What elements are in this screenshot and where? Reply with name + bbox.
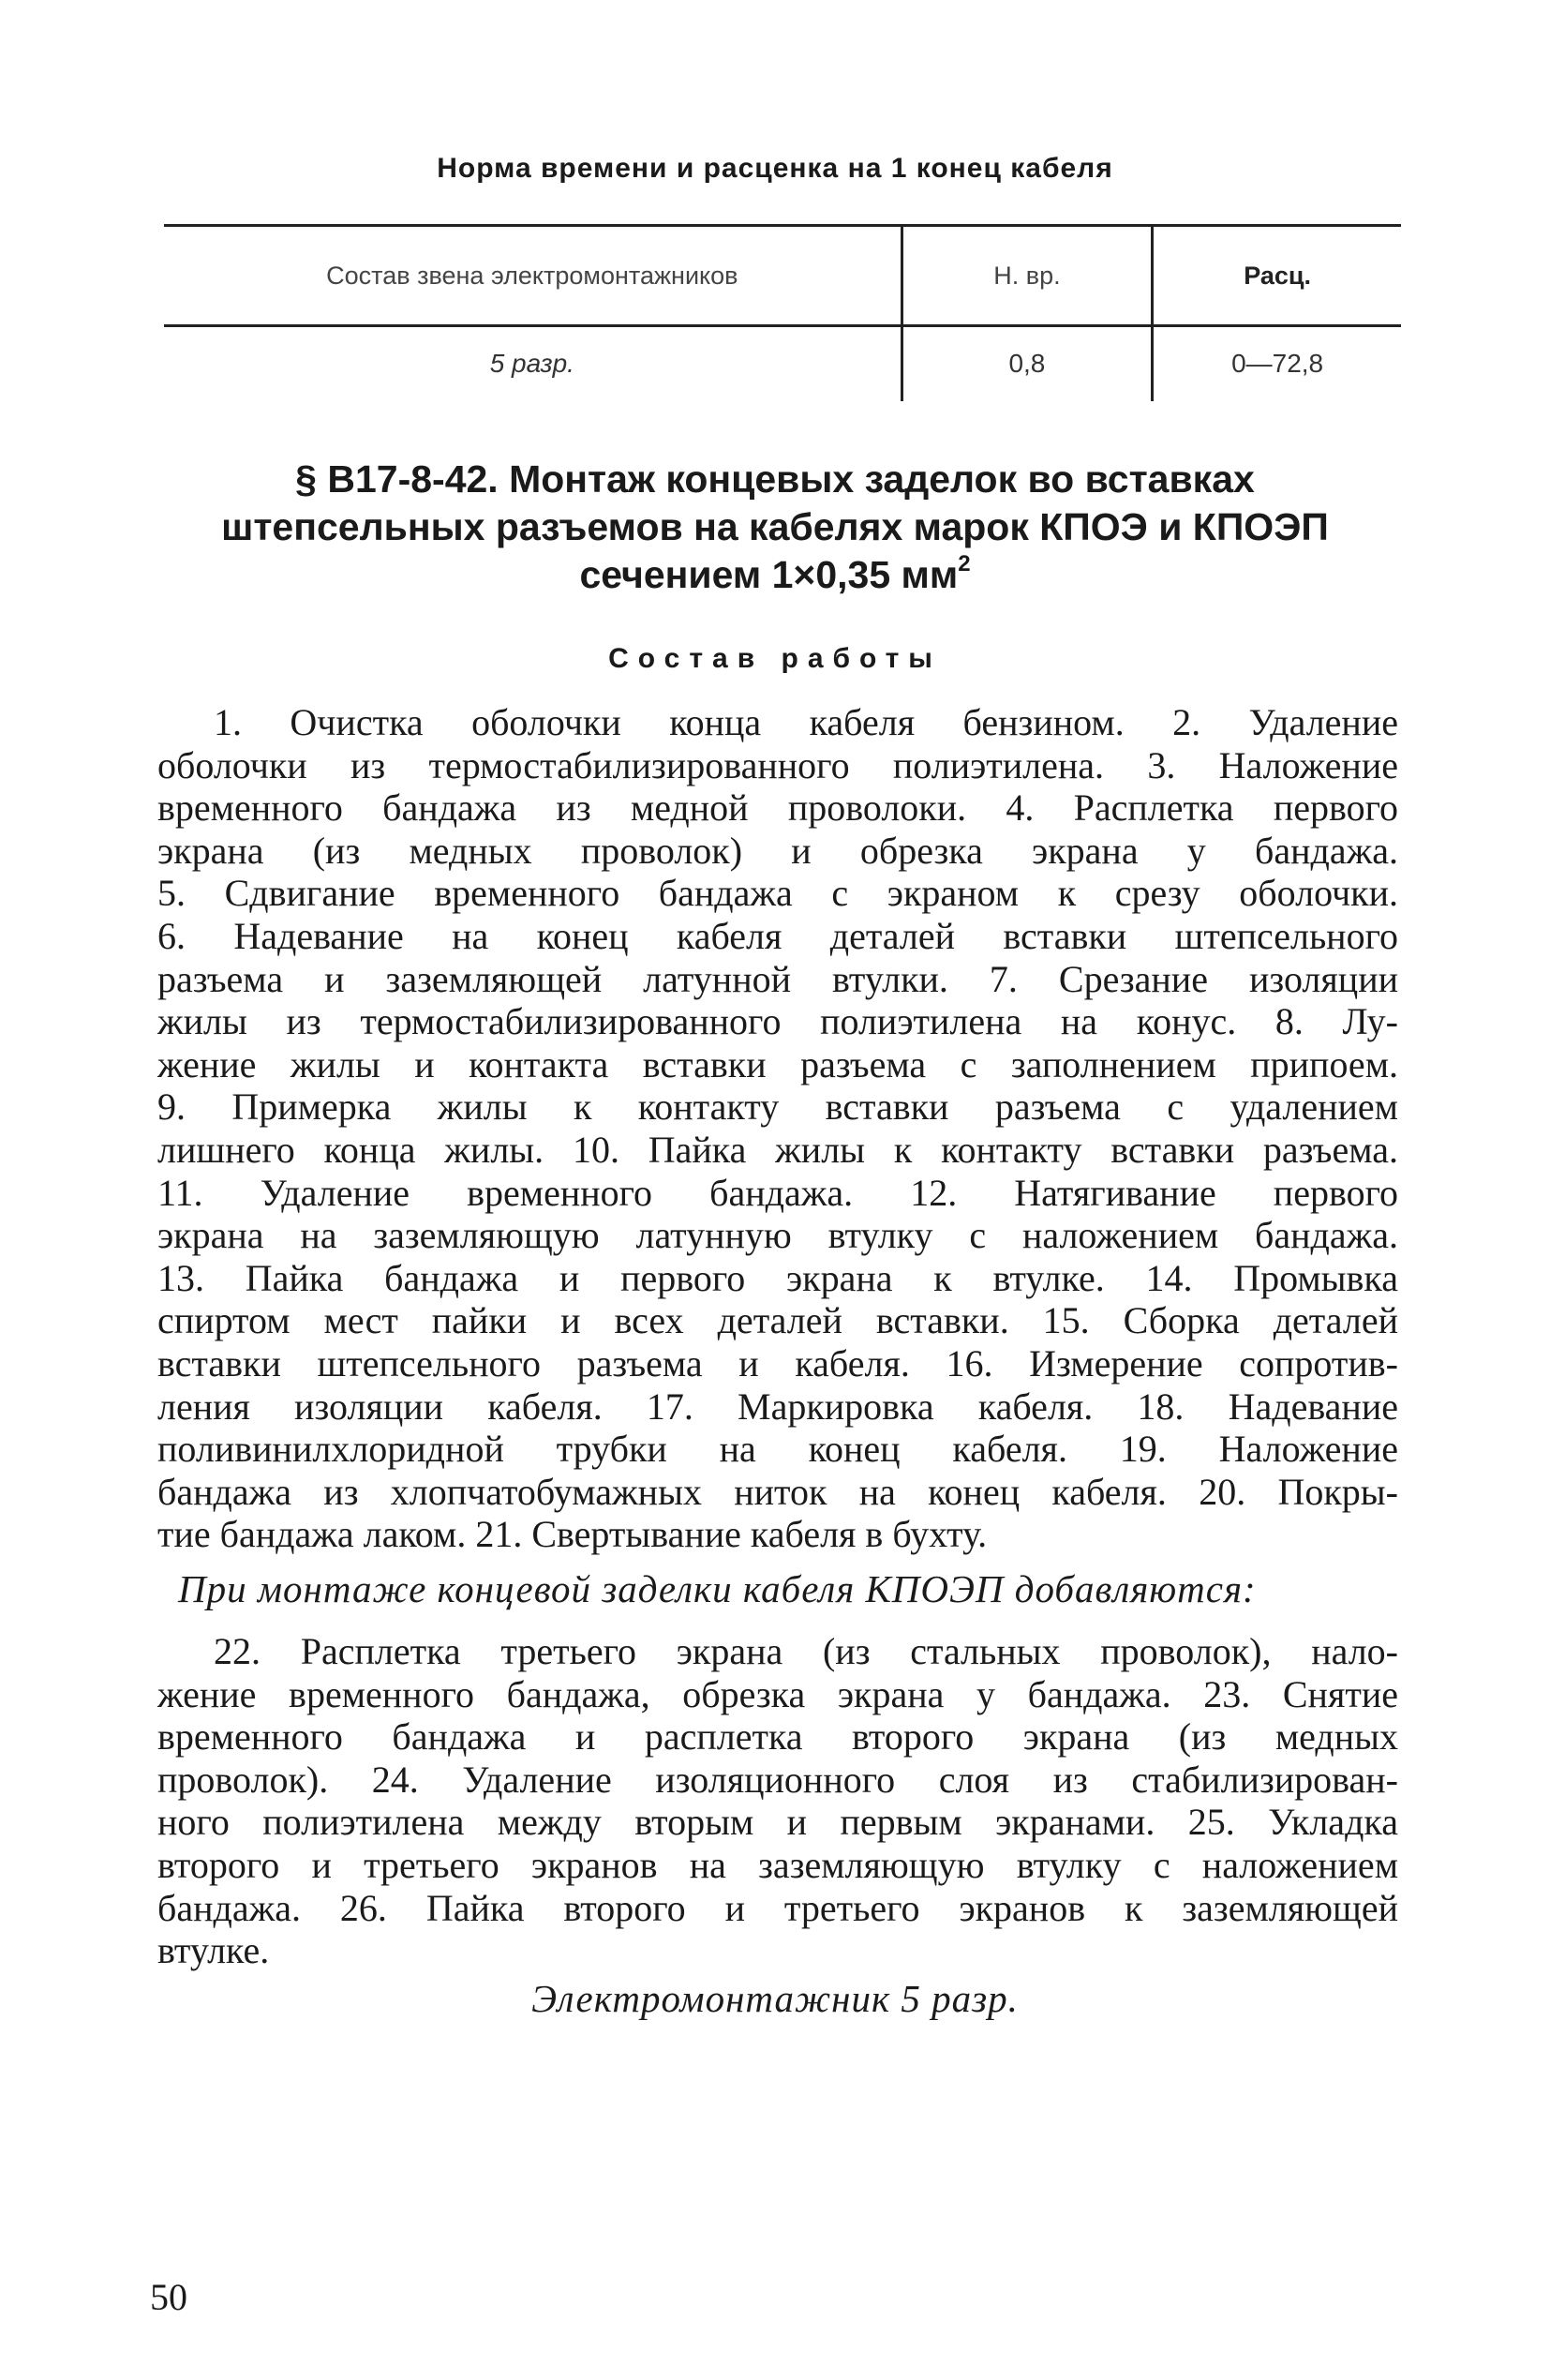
text-line: бандажа из хлопчатобумажных ниток на конец кабеля. 20. Покры- <box>157 1470 1398 1513</box>
kpoep-addition-text <box>157 1630 1398 1972</box>
text-line: бандажа. 26. Пайка второго и третьего экранов к заземляющей <box>157 1886 1398 1929</box>
table-row <box>164 326 1401 401</box>
text-line: временного бандажа из медной проволоки. 4. Расплетка первого <box>157 786 1398 830</box>
kpoep-addition-note: При монтаже концевой заделки кабеля КПОЭП добавляются: <box>178 1567 1257 1610</box>
text-line: 6. Надевание на конец кабеля деталей вставки штепсельного <box>157 914 1398 957</box>
text-line: экрана (из медных проволок) и обрезка экрана у бандажа. <box>157 829 1398 872</box>
text-line: 5. Сдвигание временного бандажа с экраном к срезу оболочки. <box>157 872 1398 915</box>
header-rate: Расц. <box>1153 226 1401 326</box>
text-line: лишнего конца жилы. 10. Пайка жилы к контакту вставки разъема. <box>157 1128 1398 1171</box>
text-line: 22. Расплетка третьего экрана (из стальных проволок), нало- <box>214 1630 1398 1672</box>
text-line: ления изоляции кабеля. 17. Маркировка кабеля. 18. Надевание <box>157 1385 1398 1428</box>
work-composition-subhead: Состав работы <box>608 643 942 674</box>
cell-grade: 5 разр. <box>489 349 574 379</box>
heading-line <box>141 551 1409 599</box>
heading-line: штепсельных разъемов на кабелях марок КПОЭ и КПОЭП <box>221 505 1329 548</box>
text-line: временного бандажа и расплетка второго экрана (из медных <box>157 1715 1398 1759</box>
text-line: экрана на заземляющую латунную втулку с наложением бандажа. <box>157 1214 1398 1257</box>
text-line: второго и третьего экранов на заземляющую втулку с наложением <box>157 1843 1398 1886</box>
text-line: тие бандажа лаком. 21. Свертывание кабеля в бухту. <box>157 1513 988 1556</box>
heading-line: § В17-8-42. Монтаж концевых заделок во вставках <box>295 457 1255 501</box>
header-crew-composition: Состав звена электромонтажников <box>326 261 738 290</box>
text-line: 11. Удаление временного бандажа. 12. Натягивание первого <box>157 1171 1398 1214</box>
heading-line-text: сечением 1×0,35 мм <box>579 553 959 596</box>
cell-time-norm: 0,8 <box>902 326 1153 401</box>
text-line: 9. Примерка жилы к контакту вставки разъема с удалением <box>157 1085 1398 1129</box>
text-line: оболочки из термостабилизированного полиэтилена. 3. Наложение <box>157 743 1398 786</box>
text-line: 13. Пайка бандажа и первого экрана к втулке. 14. Промывка <box>157 1256 1398 1299</box>
text-line: спиртом мест пайки и всех деталей вставки. 15. Сборка деталей <box>157 1299 1398 1342</box>
text-line: жение временного бандажа, обрезка экрана у бандажа. 23. Снятие <box>157 1672 1398 1715</box>
text-line: проволок). 24. Удаление изоляционного слоя из стабилизирован- <box>157 1758 1398 1801</box>
text-line: жение жилы и контакта вставки разъема с заполнением припоем. <box>157 1042 1398 1085</box>
text-line: вставки штепсельного разъема и кабеля. 16. Измерение сопротив- <box>157 1341 1398 1385</box>
norm-table-title: Норма времени и расценка на 1 конец кабеля <box>437 153 1113 184</box>
heading-superscript: 2 <box>958 551 971 576</box>
worker-grade: Электромонтажник 5 разр. <box>531 1977 1019 2020</box>
norm-table <box>164 224 1401 401</box>
section-heading <box>141 456 1409 599</box>
cell-rate: 0—72,8 <box>1153 326 1401 401</box>
text-line: поливинилхлоридной трубки на конец кабеля. 19. Наложение <box>157 1428 1398 1471</box>
text-line: разъема и заземляющей латунной втулки. 7. Срезание изоляции <box>157 957 1398 1000</box>
text-line: ного полиэтилена между вторым и первым экранами. 25. Укладка <box>157 1801 1398 1844</box>
text-line: 1. Очистка оболочки конца кабеля бензином. 2. Удаление <box>214 701 1398 743</box>
text-line: втулке. <box>157 1929 270 1972</box>
work-composition-text <box>157 701 1398 1556</box>
page-number: 50 <box>150 2276 187 2318</box>
header-time-norm: Н. вр. <box>902 226 1153 326</box>
norm-table-header-row <box>164 226 1401 326</box>
text-line: жилы из термостабилизированного полиэтилена на конус. 8. Лу- <box>157 1000 1398 1043</box>
